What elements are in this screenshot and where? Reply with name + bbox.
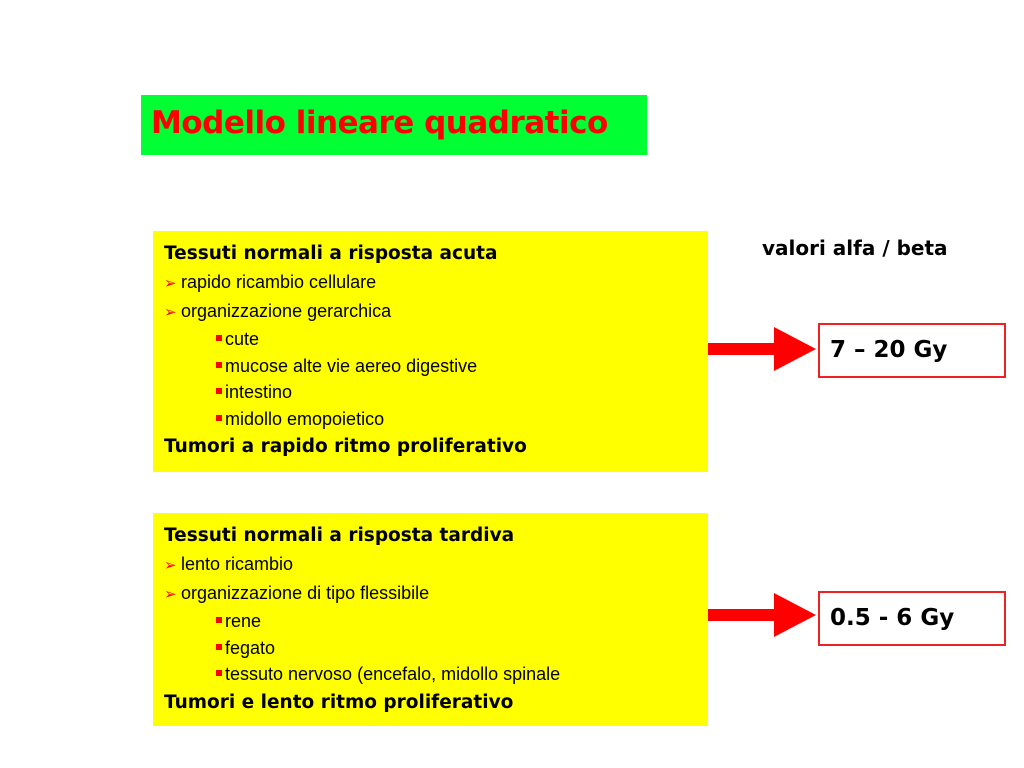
arrowhead-bullet-icon: ➢ xyxy=(164,303,177,321)
panel-heading: Tessuti normali a risposta acuta xyxy=(164,243,498,264)
square-bullet-icon xyxy=(216,617,222,623)
list-item xyxy=(164,298,708,327)
list-item-label: lento ricambio xyxy=(181,554,294,574)
sub-list-item-label: intestino xyxy=(225,382,293,402)
square-bullet-icon xyxy=(216,670,222,676)
list-item xyxy=(164,269,708,298)
list-item xyxy=(164,580,708,609)
square-bullet-icon xyxy=(216,415,222,421)
sub-list-item xyxy=(164,608,708,635)
list-item-label: rapido ricambio cellulare xyxy=(181,272,377,292)
sub-list-item xyxy=(164,379,708,406)
square-bullet-icon xyxy=(216,335,222,341)
sub-list-item-label: rene xyxy=(225,611,262,631)
sub-list-item xyxy=(164,661,708,688)
title-box xyxy=(141,95,647,155)
slide-title: Modello lineare quadratico xyxy=(151,105,608,141)
sub-list-item-label: midollo emopoietico xyxy=(225,408,385,429)
arrowhead-bullet-icon: ➢ xyxy=(164,275,177,292)
square-bullet-icon xyxy=(216,644,222,650)
alpha-beta-value-box xyxy=(818,591,1006,646)
alpha-beta-value: 7 – 20 Gy xyxy=(830,337,948,363)
list-item xyxy=(164,551,708,580)
square-bullet-icon xyxy=(216,388,222,394)
sub-list-item-label: mucose alte vie aereo digestive xyxy=(225,355,478,376)
alpha-beta-value: 0.5 - 6 Gy xyxy=(830,605,955,631)
arrowhead-bullet-icon: ➢ xyxy=(164,557,177,574)
sub-list-item xyxy=(164,406,708,433)
sub-list-item xyxy=(164,353,708,380)
list-item-label: organizzazione gerarchica xyxy=(181,300,392,321)
square-bullet-icon xyxy=(216,362,222,368)
sub-list-item-label: fegato xyxy=(225,637,276,658)
panel-footer: Tumori e lento ritmo proliferativo xyxy=(164,691,514,713)
arrowhead-bullet-icon: ➢ xyxy=(164,585,177,603)
late-response-panel xyxy=(153,513,708,726)
panel-heading: Tessuti normali a risposta tardiva xyxy=(164,525,515,546)
alpha-beta-label: valori alfa / beta xyxy=(762,236,948,260)
list-item-label: organizzazione di tipo flessibile xyxy=(181,582,430,603)
sub-list-item xyxy=(164,326,708,353)
acute-response-panel xyxy=(153,231,708,472)
right-arrow-icon xyxy=(708,327,816,371)
sub-list-item-label: tessuto nervoso (encefalo, midollo spinale xyxy=(225,664,561,684)
sub-list-item-label: cute xyxy=(225,329,260,349)
sub-list-item xyxy=(164,635,708,662)
panel-footer: Tumori a rapido ritmo proliferativo xyxy=(164,436,527,457)
right-arrow-icon xyxy=(708,593,816,637)
alpha-beta-value-box xyxy=(818,323,1006,378)
